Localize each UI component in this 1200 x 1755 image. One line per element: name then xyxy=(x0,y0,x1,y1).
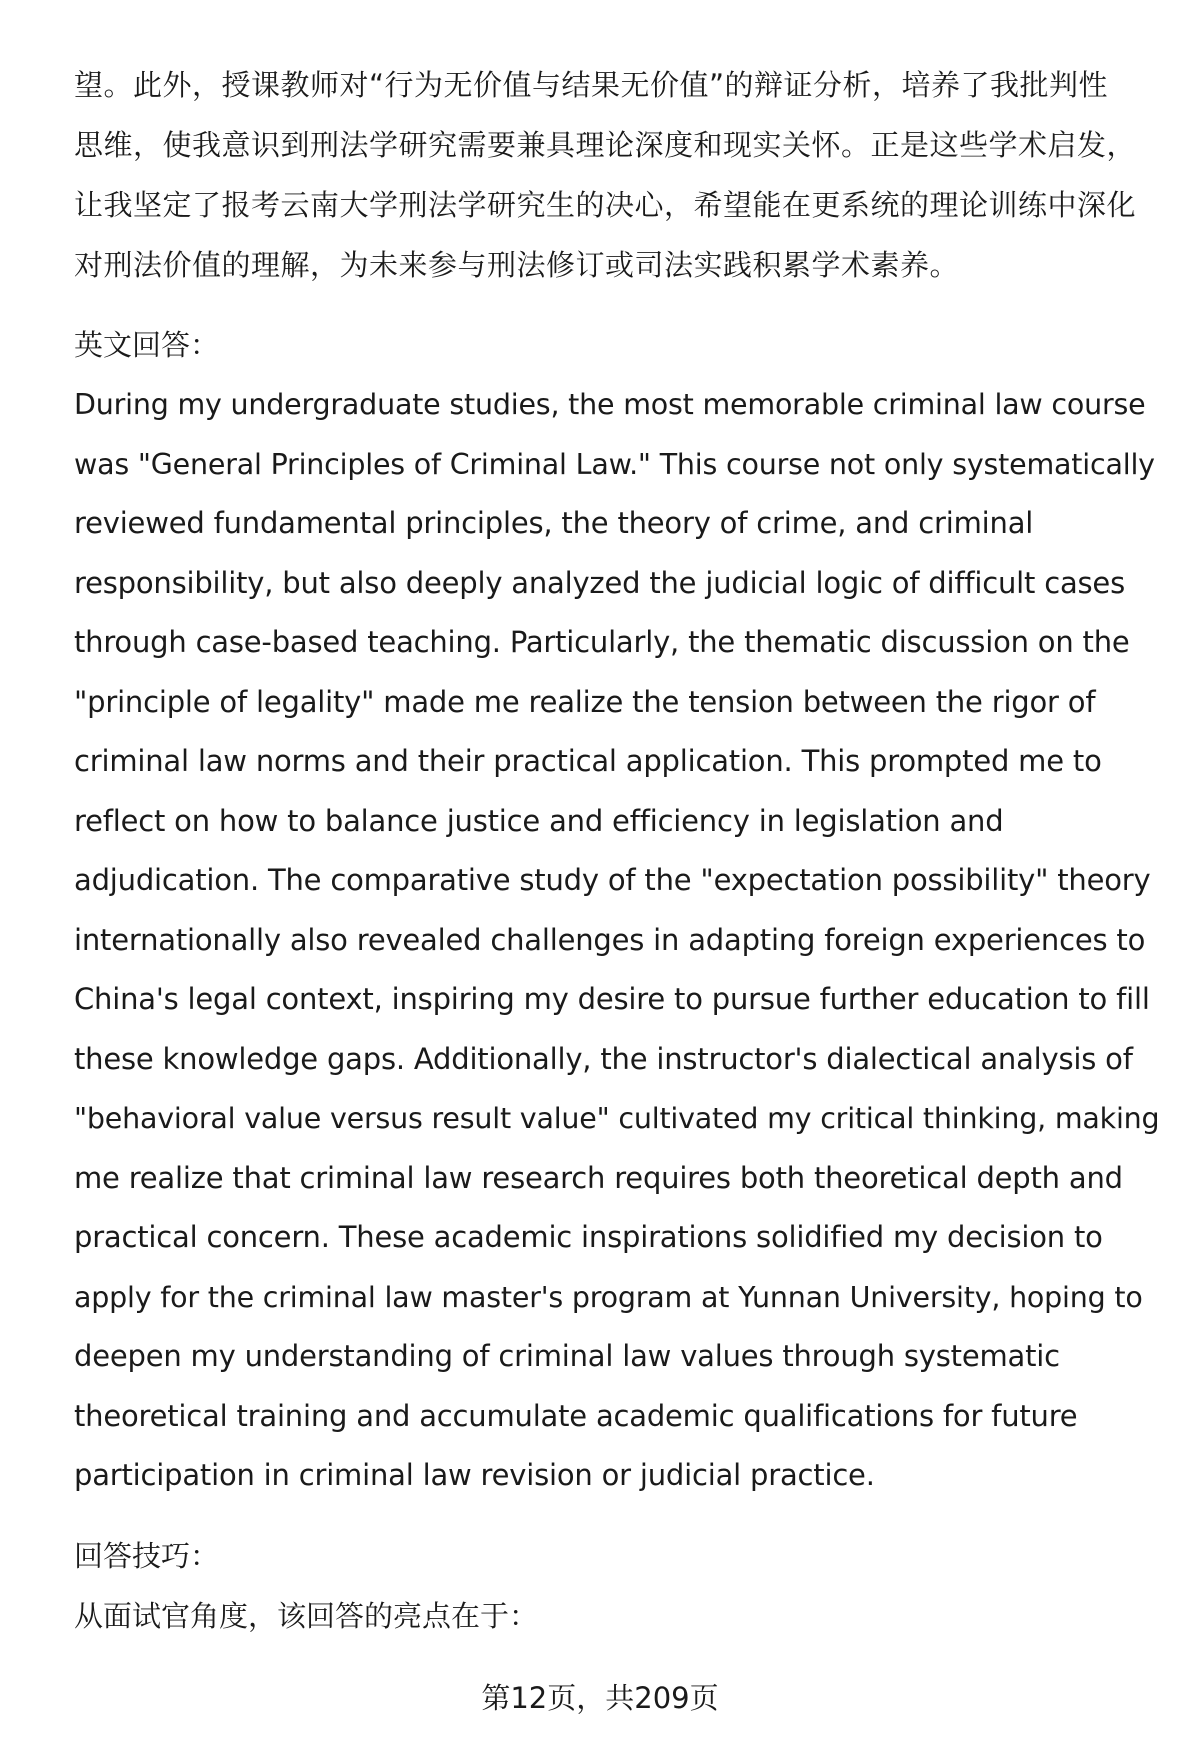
chinese-line: 让我坚定了报考云南大学刑法学研究生的决心，希望能在更系统的理论训练中深化 xyxy=(74,188,1137,222)
english-line: internationally also revealed challenges in adapting foreign experiences to xyxy=(74,922,1146,957)
chinese-line: 思维，使我意识到刑法学研究需要兼具理论深度和现实关怀。正是这些学术启发， xyxy=(74,128,1137,162)
tips-label: 回答技巧： xyxy=(74,1538,220,1573)
english-answer-paragraph xyxy=(74,375,1160,1506)
english-line: practical concern. These academic inspirations solidified my decision to xyxy=(74,1220,1103,1254)
document-page xyxy=(74,55,1160,1646)
english-line: "behavioral value versus result value" cultivated my critical thinking, making xyxy=(74,1102,1160,1135)
english-line: During my undergraduate studies, the most memorable criminal law course xyxy=(74,388,1146,421)
english-line: participation in criminal law revision or judicial practice. xyxy=(74,1458,875,1492)
tips-intro: 从面试官角度，该回答的亮点在于： xyxy=(74,1598,539,1633)
chinese-line: 对刑法价值的理解，为未来参与刑法修订或司法实践积累学术素养。 xyxy=(74,248,960,282)
english-line: reflect on how to balance justice and efficiency in legislation and xyxy=(74,803,1004,838)
english-line: me realize that criminal law research requires both theoretical depth and xyxy=(74,1160,1123,1195)
chinese-line: 望。此外，授课教师对“行为无价值与结果无价值”的辩证分析，培养了我批判性 xyxy=(74,68,1109,102)
english-line: adjudication. The comparative study of the "expectation possibility" theory xyxy=(74,863,1151,897)
english-answer-label: 英文回答： xyxy=(74,328,220,362)
chinese-answer-paragraph xyxy=(74,55,1160,295)
english-line: responsibility, but also deeply analyzed the judicial logic of difficult cases xyxy=(74,565,1125,600)
english-line: was "General Principles of Criminal Law." This course not only systematically xyxy=(74,447,1155,481)
english-line: theoretical training and accumulate academic qualifications for future xyxy=(74,1398,1078,1433)
english-line: through case-based teaching. Particularly, the thematic discussion on the xyxy=(74,625,1130,659)
english-line: reviewed fundamental principles, the theory of crime, and criminal xyxy=(74,506,1034,540)
page-number: 第12页，共209页 xyxy=(481,1681,719,1715)
english-line: "principle of legality" made me realize the tension between the rigor of xyxy=(74,684,1096,719)
english-line: China's legal context, inspiring my desire to pursue further education to fill xyxy=(74,982,1150,1016)
english-line: criminal law norms and their practical application. This prompted me to xyxy=(74,744,1102,778)
english-line: these knowledge gaps. Additionally, the instructor's dialectical analysis of xyxy=(74,1041,1133,1076)
english-line: deepen my understanding of criminal law values through systematic xyxy=(74,1339,1060,1373)
english-line: apply for the criminal law master's program at Yunnan University, hoping to xyxy=(74,1280,1143,1314)
